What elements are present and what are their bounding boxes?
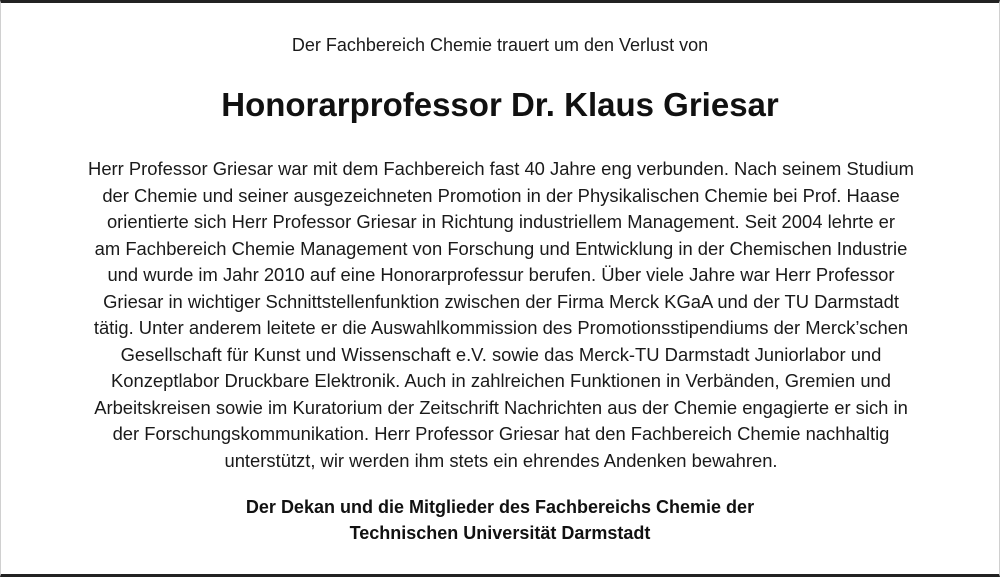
tribute-line: unterstützt, wir werden ihm stets ein ehrendes Andenken bewahren. bbox=[224, 449, 778, 471]
tribute-paragraph bbox=[31, 156, 971, 474]
tribute-line: der Chemie und seiner ausgezeichneten Promotion in der Physikalischen Chemie bei Prof. Haase bbox=[102, 184, 900, 206]
honoree-name: Honorarprofessor Dr. Klaus Griesar bbox=[221, 86, 779, 123]
tribute-line: Konzeptlabor Druckbare Elektronik. Auch in zahlreichen Funktionen in Verbänden, Gremien und bbox=[110, 370, 892, 391]
signature-block bbox=[1, 494, 999, 546]
tribute-line: Arbeitskreisen sowie im Kuratorium der Zeitschrift Nachrichten aus der Chemie engagierte er sich in bbox=[94, 396, 908, 418]
tribute-line: Herr Professor Griesar war mit dem Fachbereich fast 40 Jahre eng verbunden. Nach seinem Studium bbox=[88, 158, 914, 179]
tribute-line: Gesellschaft für Kunst und Wissenschaft e.V. sowie das Merck-TU Darmstadt Juniorlabor und bbox=[120, 343, 882, 365]
tribute-line: der Forschungskommunikation. Herr Professor Griesar hat den Fachbereich Chemie nachhaltig bbox=[112, 423, 890, 444]
tribute-line: am Fachbereich Chemie Management von Forschung und Entwicklung in der Chemischen Industrie bbox=[94, 237, 908, 259]
signature-line: Der Dekan und die Mitglieder des Fachbereichs Chemie der bbox=[245, 497, 755, 517]
tribute-line: Griesar in wichtiger Schnittstellenfunktion zwischen der Firma Merck KGaA und der TU Darmstadt bbox=[103, 290, 899, 312]
signature-line: Technischen Universität Darmstadt bbox=[349, 523, 651, 543]
tribute-line: und wurde im Jahr 2010 auf eine Honorarprofessur berufen. Über viele Jahre war Herr Professor bbox=[107, 264, 895, 285]
tribute-line: orientierte sich Herr Professor Griesar in Richtung industriellem Management. Seit 2004 lehrte er bbox=[106, 211, 896, 232]
intro-line: Der Fachbereich Chemie trauert um den Verlust von bbox=[291, 35, 709, 55]
tribute-line: tätig. Unter anderem leitete er die Auswahlkommission des Promotionsstipendiums der Merck’schen bbox=[93, 317, 909, 338]
